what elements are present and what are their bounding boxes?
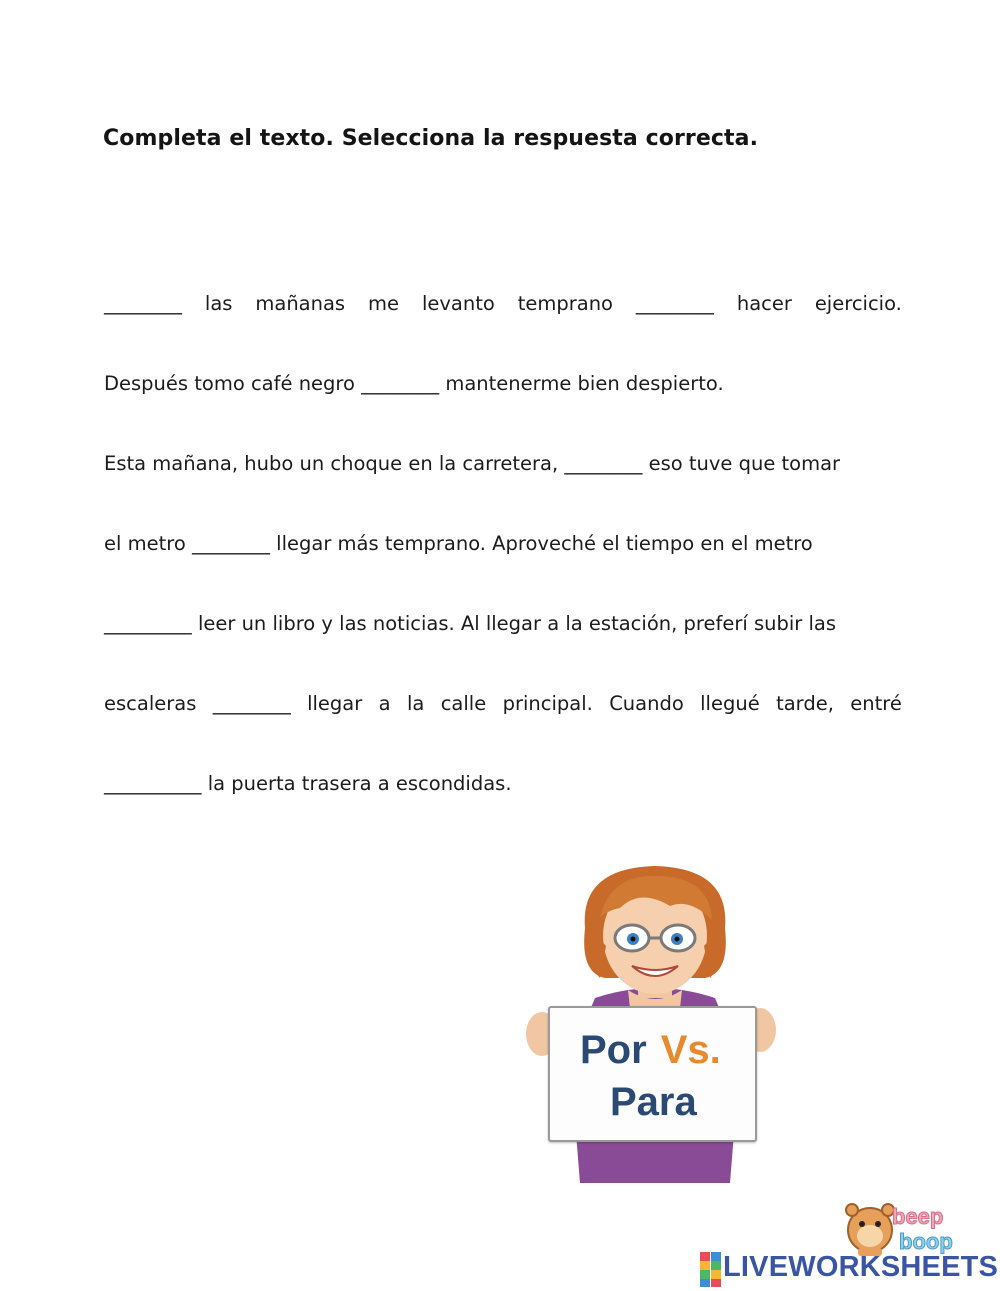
- word: me: [368, 292, 400, 315]
- blank-7[interactable]: ________: [212, 692, 291, 715]
- text-segment: llegar más temprano. Aproveché el tiempo en el metro: [269, 532, 813, 555]
- text-segment: la puerta trasera a escondidas.: [201, 772, 512, 795]
- por-vs-para-sign: [548, 1006, 757, 1142]
- blank-4[interactable]: ________: [564, 452, 643, 475]
- blank-8[interactable]: __________: [104, 772, 202, 795]
- blank-3[interactable]: ________: [361, 372, 440, 395]
- text-segment: eso tuve que tomar: [642, 452, 841, 475]
- text-segment: mantenerme bien despierto.: [439, 372, 724, 395]
- sign-word-vs: Vs.: [660, 1028, 721, 1072]
- word: llegué: [700, 692, 760, 715]
- word: llegar: [307, 692, 363, 715]
- instruction-heading: Completa el texto. Selecciona la respuesta correcta.: [103, 126, 759, 151]
- logo-beep-text: beep: [892, 1204, 944, 1229]
- blank-1[interactable]: ________: [104, 292, 182, 315]
- blank-5[interactable]: ________: [191, 532, 270, 555]
- word: tarde,: [776, 692, 834, 715]
- word: temprano: [517, 292, 613, 315]
- passage-line-6: [104, 692, 902, 732]
- passage-line-7: [104, 772, 902, 812]
- word: la: [406, 692, 425, 715]
- word: las: [204, 292, 233, 315]
- text-segment: leer un libro y las noticias. Al llegar a la estación, preferí subir las: [191, 612, 837, 635]
- word: escaleras: [104, 692, 197, 715]
- word: levanto: [421, 292, 495, 315]
- word: ejercicio.: [814, 292, 902, 315]
- blank-6[interactable]: _________: [104, 612, 192, 635]
- text-segment: Después tomo café negro: [104, 372, 362, 395]
- passage-line-4: [104, 532, 902, 572]
- word: calle: [440, 692, 487, 715]
- sign-word-por: Por: [580, 1028, 647, 1072]
- word: principal.: [502, 692, 593, 715]
- word: hacer: [736, 292, 792, 315]
- word: Cuando: [609, 692, 684, 715]
- blank-2[interactable]: ________: [635, 292, 714, 315]
- text-segment: Esta mañana, hubo un choque en la carretera,: [104, 452, 565, 475]
- liveworksheets-wordmark[interactable]: LIVEWORKSHEETS: [723, 1251, 999, 1283]
- word: a: [378, 692, 391, 715]
- passage-line-2: [104, 372, 902, 412]
- passage-line-5: [104, 612, 902, 652]
- passage-line-3: [104, 452, 902, 492]
- word: mañanas: [255, 292, 346, 315]
- sign-first-line: [580, 1028, 721, 1073]
- passage-line-1: [104, 292, 902, 332]
- sign-word-para: Para: [610, 1080, 697, 1124]
- word: entré: [850, 692, 902, 715]
- text-segment: el metro: [104, 532, 192, 555]
- logo-boop-text: boop: [899, 1229, 953, 1254]
